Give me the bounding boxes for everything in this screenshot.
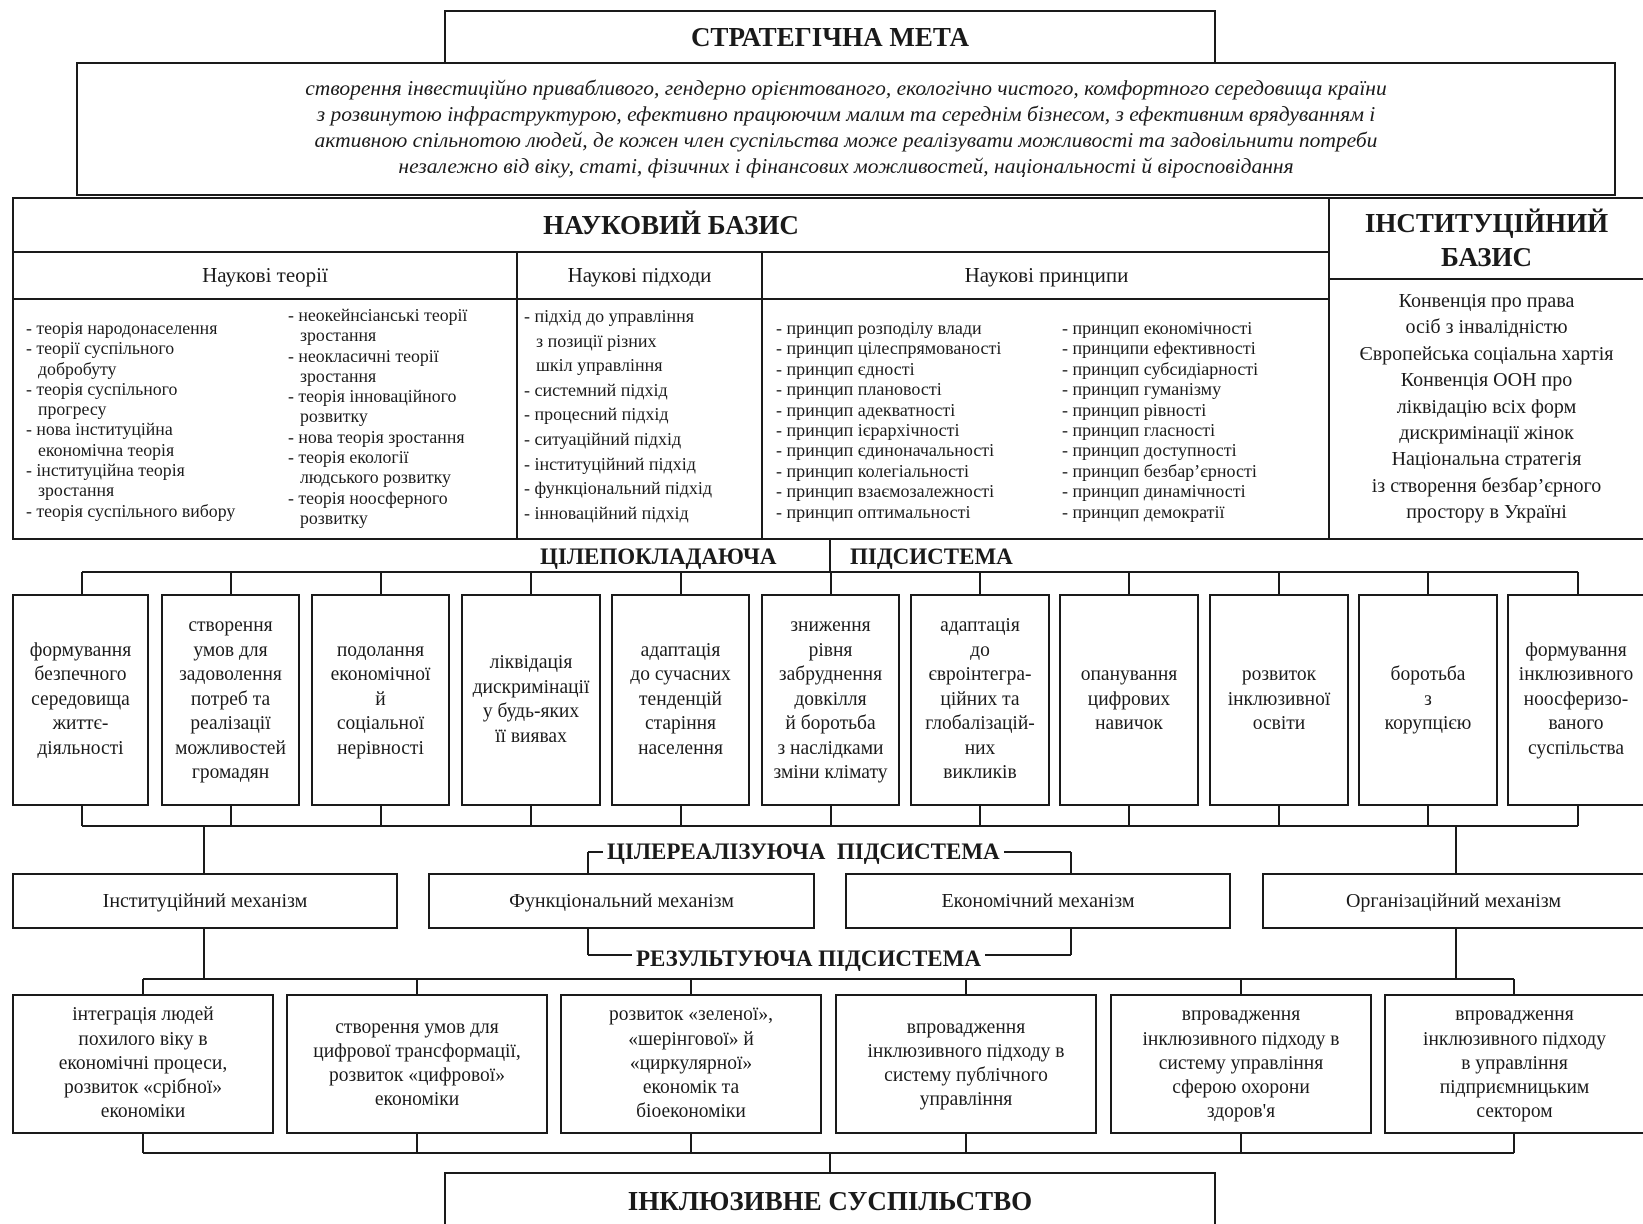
goal-line: ваного — [1548, 713, 1604, 735]
goal-line: інклюзивного — [1518, 664, 1634, 686]
result-box — [1384, 994, 1643, 1134]
list-item: - нова теорія зростання — [288, 426, 465, 447]
resulting-title: РЕЗУЛЬТУЮЧА ПІДСИСТЕМА — [632, 946, 985, 972]
goal-box — [12, 594, 149, 806]
result-text — [867, 1016, 1064, 1113]
strategic-goal-line: створення інвестиційно привабливого, гендерно орієнтованого, екологічно чистого, комфортного середовища країни — [305, 76, 1387, 100]
list-item: - принцип безбар’єрності — [1062, 460, 1257, 481]
goal-line: умов для — [193, 639, 268, 661]
goal-box — [611, 594, 750, 806]
goal-line: боротьба — [1390, 664, 1466, 686]
goal-line: з наслідками — [777, 737, 884, 759]
list-item: прогресу — [38, 399, 107, 420]
goal-line: ційних та — [940, 688, 1020, 710]
institutional-basis-title — [1330, 203, 1643, 277]
list-item: людського розвитку — [300, 467, 451, 488]
goal-line: формування — [1525, 639, 1627, 661]
approaches-list — [524, 304, 712, 525]
list-item: - принцип єдності — [776, 358, 915, 379]
result-line: похилого віку в — [78, 1028, 208, 1050]
result-line: підприємницьким — [1439, 1077, 1590, 1099]
scientific-basis-box — [12, 197, 1330, 540]
goal-line: економічної — [330, 664, 431, 686]
list-item: - теорії суспільного — [26, 338, 175, 359]
institutional-basis-title-line: БАЗИС — [1440, 242, 1533, 272]
theories-header: Наукові теорії — [202, 263, 328, 287]
goal-box — [1059, 594, 1199, 806]
list-item: шкіл управління — [536, 355, 663, 376]
result-line: систему публічного — [884, 1065, 1048, 1086]
result-box — [560, 994, 822, 1134]
goal-line: навичок — [1095, 713, 1163, 735]
result-line: інтеграція людей — [72, 1004, 214, 1026]
principles-list-1 — [776, 318, 1001, 522]
inclusive-society-box — [444, 1172, 1216, 1224]
goal-line: подолання — [336, 639, 425, 661]
goal-line: інклюзивної — [1227, 688, 1331, 710]
list-item: - принцип гласності — [1062, 420, 1216, 441]
result-line: інклюзивного підходу — [1423, 1028, 1606, 1050]
goal-line: задоволення — [179, 664, 282, 686]
goal-box — [461, 594, 601, 806]
list-item: зростання — [300, 325, 377, 346]
goal-line: формування — [29, 639, 132, 661]
list-item: дискримінації жінок — [1399, 422, 1574, 445]
list-item: - принцип ієрархічності — [776, 420, 960, 441]
list-item: ліквідацію всіх форм — [1396, 395, 1577, 418]
list-item: з позиції різних — [536, 330, 657, 351]
goal-line: адаптація — [640, 639, 721, 661]
result-line: інклюзивного підходу в — [1142, 1028, 1340, 1050]
list-item: - принцип цілеспрямованості — [776, 338, 1002, 359]
goal-text — [630, 639, 730, 762]
list-item: - принцип адекватності — [776, 399, 956, 420]
goal-line: глобалізацій- — [925, 713, 1035, 735]
result-text — [1423, 1003, 1606, 1124]
result-box — [1110, 994, 1372, 1134]
list-item: - неокейнсіанські теорії — [288, 305, 468, 325]
goal-line: євроінтегра- — [928, 664, 1032, 686]
strategic-goal-box — [76, 62, 1616, 196]
list-item: - системний підхід — [524, 379, 668, 400]
mechanism-box — [428, 873, 815, 929]
approaches-header: Наукові підходи — [567, 263, 712, 287]
goal-line: й — [375, 688, 386, 710]
goal-line: старіння — [644, 713, 717, 735]
goal-line: опанування — [1080, 664, 1178, 686]
result-line: в управління — [1461, 1052, 1568, 1074]
goal-text — [774, 614, 888, 786]
goal-line: потреб та — [190, 688, 271, 710]
inclusive-society-title: ІНКЛЮЗИВНЕ СУСПІЛЬСТВО — [627, 1185, 1033, 1216]
list-item: Європейська соціальна хартія — [1359, 342, 1614, 365]
goal-line: зміни клімату — [773, 762, 888, 784]
goal-line: соціальної — [336, 713, 425, 735]
goal-line: створення — [188, 615, 273, 637]
list-item: - принцип взаємозалежності — [776, 481, 995, 502]
goal-box — [910, 594, 1050, 806]
list-item: - принцип демократії — [1062, 501, 1225, 522]
goal-line: адаптація — [940, 615, 1020, 637]
list-item: - принцип гуманізму — [1062, 379, 1222, 400]
result-line: впровадження — [906, 1016, 1026, 1038]
list-item: - нова інституційна — [26, 419, 173, 440]
strategic-goal-line: активною спільнотою людей, де кожен член суспільства може реалізувати можливості та задовільнити потреби — [314, 128, 1378, 152]
list-item: простору в Україні — [1406, 501, 1567, 524]
result-line: створення умов для — [335, 1016, 499, 1038]
list-item: - неокласичні теорії — [288, 345, 439, 366]
goal-line: викликів — [943, 762, 1017, 784]
result-line: цифрової трансформації, — [313, 1040, 521, 1062]
mechanism-label: Функціональний механізм — [509, 889, 734, 912]
result-line: «шерінгової» й — [628, 1028, 754, 1050]
mechanism-box — [1262, 873, 1643, 929]
list-item: - принцип економічності — [1062, 318, 1253, 338]
list-item: - інституційний підхід — [524, 453, 696, 474]
result-line: «циркулярної» — [629, 1052, 753, 1074]
list-item: Конвенція ООН про — [1400, 369, 1573, 392]
list-item: - принцип плановості — [776, 379, 942, 400]
goal-text — [331, 639, 431, 762]
goal-text — [1385, 663, 1472, 737]
goal-line: забруднення — [778, 664, 883, 686]
result-box — [12, 994, 274, 1134]
goal-setting-title-left: ЦІЛЕПОКЛАДАЮЧА — [536, 544, 780, 570]
goal-line: них — [964, 737, 996, 759]
list-item: - теорія екології — [288, 447, 409, 468]
goal-line: реалізації — [190, 713, 271, 735]
list-item: зростання — [38, 480, 115, 501]
list-item: - інноваційний підхід — [524, 502, 689, 523]
list-item: - принцип динамічності — [1062, 481, 1246, 502]
goal-text — [925, 614, 1035, 786]
strategic-goal-title: СТРАТЕГІЧНА МЕТА — [690, 21, 970, 52]
goal-line: до сучасних — [630, 664, 731, 686]
result-line: сектором — [1476, 1101, 1553, 1123]
list-item: - теорія інноваційного — [288, 386, 457, 407]
goal-line: зниження — [790, 615, 871, 637]
goal-text — [1081, 663, 1177, 737]
principles-header: Наукові принципи — [964, 263, 1129, 287]
result-line: біоекономіки — [636, 1101, 746, 1123]
mechanism-box — [845, 873, 1231, 929]
result-line: інклюзивного підходу в — [867, 1040, 1065, 1062]
goal-box — [761, 594, 900, 806]
goal-line: діяльності — [37, 737, 124, 759]
goal-line: середовища — [31, 688, 130, 710]
goal-setting-title-right: ПІДСИСТЕМА — [846, 544, 1017, 570]
goal-line: й боротьба — [785, 713, 876, 735]
list-item: - принцип доступності — [1062, 440, 1237, 461]
goal-line: ноосферизо- — [1523, 688, 1629, 710]
result-line: розвиток «зеленої», — [609, 1004, 773, 1026]
result-line: економіки — [100, 1101, 186, 1123]
goal-box — [1507, 594, 1643, 806]
result-line: розвиток «срібної» — [63, 1077, 223, 1099]
result-box — [835, 994, 1097, 1134]
goal-line: рівня — [808, 639, 853, 661]
list-item: - принципи ефективності — [1062, 338, 1256, 359]
goal-line: до — [970, 639, 990, 661]
list-item: розвитку — [300, 507, 368, 528]
goal-line: довкілля — [794, 688, 867, 710]
list-item: осіб з інвалідністю — [1405, 316, 1568, 339]
institutional-basis-divider — [1330, 278, 1643, 280]
result-line: економік та — [642, 1077, 740, 1099]
goal-line: її виявах — [495, 725, 567, 747]
result-text — [313, 1016, 520, 1113]
goal-line: у будь-яких — [482, 701, 580, 722]
goal-line: нерівності — [337, 737, 424, 759]
goal-line: тенденцій — [639, 688, 722, 710]
goal-box — [1209, 594, 1349, 806]
list-item: добробуту — [38, 358, 117, 379]
goal-text — [175, 614, 286, 786]
list-item: - принцип оптимальності — [776, 501, 971, 522]
goal-line: з — [1424, 688, 1432, 710]
result-text — [59, 1003, 227, 1124]
goal-line: розвиток — [1241, 664, 1317, 686]
result-text — [1142, 1003, 1339, 1124]
list-item: розвитку — [300, 406, 368, 427]
list-item: - принцип єдиноначальності — [776, 440, 995, 461]
list-item: - інституційна теорія — [26, 460, 185, 481]
result-line: систему управління — [1158, 1052, 1324, 1074]
principles-list-2 — [1062, 318, 1258, 522]
goal-line: безпечного — [34, 664, 127, 686]
list-item: - функціональний підхід — [524, 478, 713, 499]
result-line: економічні процеси, — [58, 1052, 228, 1074]
list-item: економічна теорія — [38, 439, 175, 460]
mechanism-label: Економічний механізм — [941, 889, 1135, 912]
result-line: розвиток «цифрової» — [329, 1065, 505, 1086]
theories-list-1 — [26, 318, 235, 521]
mechanism-label: Організаційний механізм — [1345, 889, 1562, 912]
goal-line: ліквідація — [489, 652, 573, 673]
goal-text — [1519, 639, 1633, 762]
goal-text — [1228, 663, 1331, 737]
list-item: зростання — [300, 365, 377, 386]
institutional-basis-box — [1328, 197, 1643, 540]
list-item: - принцип колегіальності — [776, 460, 970, 481]
list-item: - принцип субсидіарності — [1062, 358, 1259, 379]
list-item: - теорія ноосферного — [288, 487, 448, 508]
goal-line: освіти — [1252, 713, 1306, 735]
goal-line: корупцією — [1384, 713, 1472, 735]
list-item: - теорія суспільного — [26, 378, 178, 399]
institutional-basis-title-line: ІНСТИТУЦІЙНИЙ — [1364, 208, 1609, 238]
goal-box — [1358, 594, 1498, 806]
list-item: - принцип рівності — [1062, 399, 1207, 420]
goal-box — [311, 594, 450, 806]
list-item: - теорія суспільного вибору — [26, 500, 236, 521]
strategic-goal-line: з розвинутою інфраструктурою, ефективно працюючим малим та середнім бізнесом, з ефективним врядуванням і — [316, 102, 1376, 126]
theories-list-2 — [288, 305, 467, 528]
scientific-basis-subheader-divider — [14, 298, 1328, 300]
result-line: впровадження — [1181, 1004, 1301, 1026]
goal-line: суспільства — [1527, 737, 1625, 759]
list-item: - принцип розподілу влади — [776, 318, 982, 338]
list-item: - підхід до управління — [524, 306, 695, 326]
goal-line: дискримінації — [472, 676, 590, 698]
list-item: - процесний підхід — [524, 404, 669, 425]
institutional-basis-list — [1330, 288, 1643, 526]
goal-line: цифрових — [1087, 688, 1171, 710]
list-item: - ситуаційний підхід — [524, 428, 682, 449]
result-text — [609, 1003, 773, 1124]
strategic-goal-title-box — [444, 10, 1216, 64]
goal-box — [161, 594, 300, 806]
scientific-basis-title: НАУКОВИЙ БАЗИС — [543, 209, 799, 240]
goal-text — [30, 639, 131, 762]
result-line: здоров'я — [1206, 1101, 1276, 1123]
result-line: управління — [919, 1089, 1013, 1111]
list-item: Національна стратегія — [1391, 448, 1582, 471]
result-line: економіки — [374, 1089, 460, 1111]
strategic-goal-text — [78, 75, 1614, 179]
goal-line: громадян — [191, 762, 270, 784]
mechanism-box — [12, 873, 398, 929]
strategic-goal-line: незалежно від віку, статі, фізичних і фінансових можливостей, національності й віросповідання — [398, 154, 1294, 178]
result-line: сферою охорони — [1172, 1077, 1310, 1099]
result-box — [286, 994, 548, 1134]
list-item: Конвенція про права — [1398, 290, 1575, 312]
goal-line: життє- — [52, 713, 109, 735]
goal-realizing-title: ЦІЛЕРЕАЛІЗУЮЧА ПІДСИСТЕМА — [603, 839, 1004, 865]
list-item: із створення безбар’єрного — [1371, 474, 1602, 497]
result-line: впровадження — [1455, 1004, 1574, 1026]
mechanism-label: Інституційний механізм — [102, 889, 308, 912]
goal-text — [473, 651, 590, 749]
list-item: - теорія народонаселення — [26, 318, 218, 338]
goal-line: можливостей — [175, 737, 286, 759]
goal-line: населення — [638, 737, 723, 759]
